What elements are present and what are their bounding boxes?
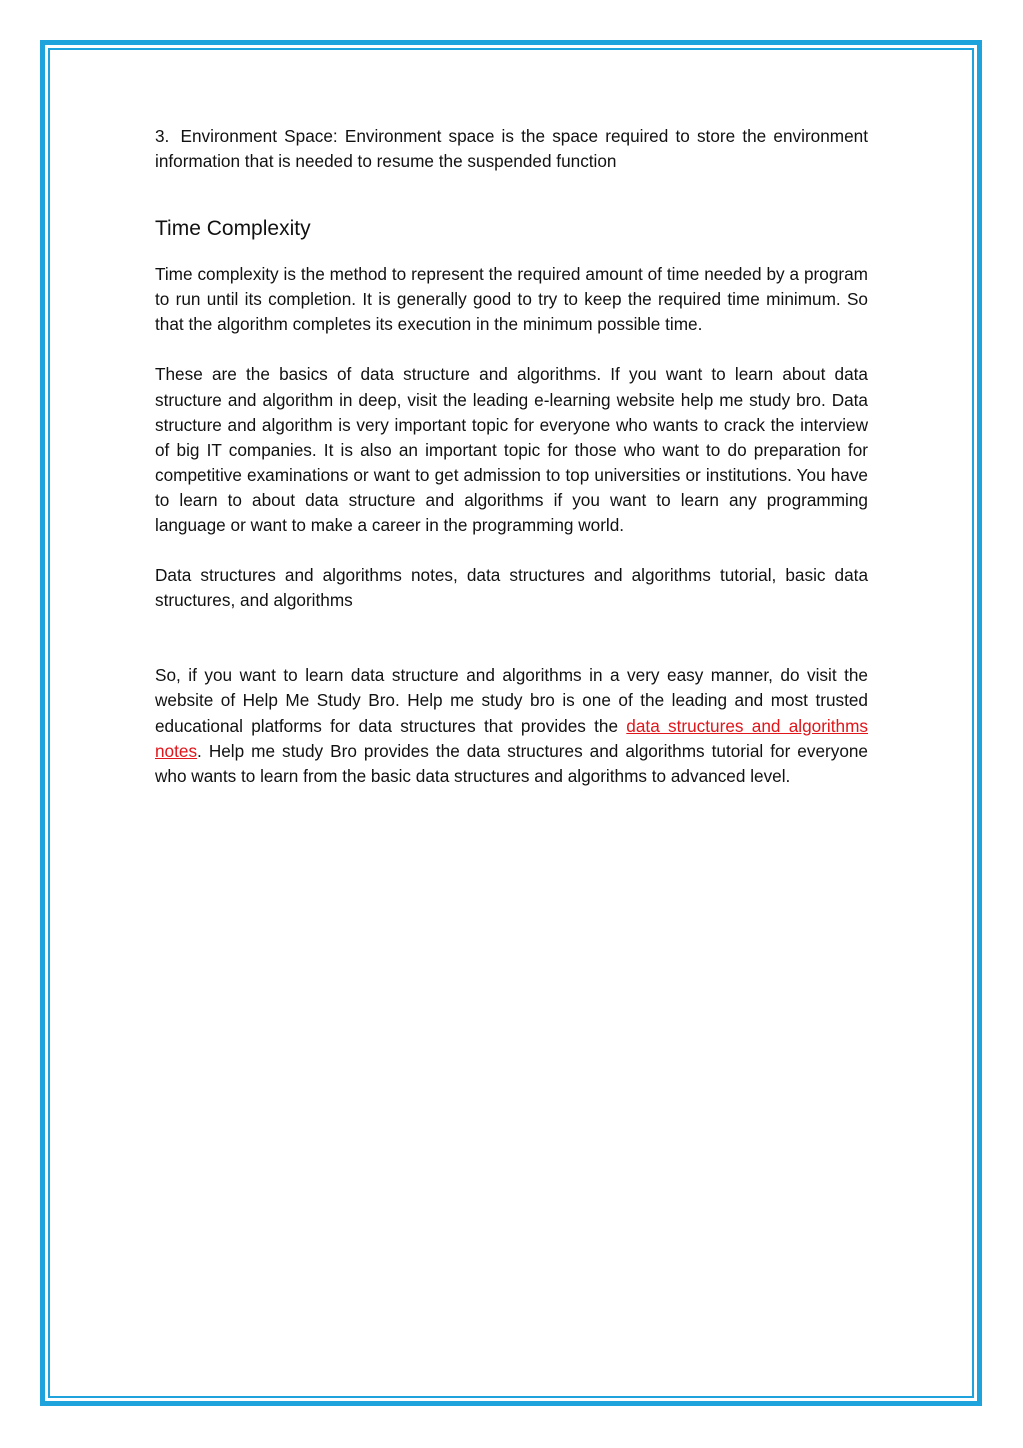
list-item-environment-space	[155, 124, 868, 174]
section-heading-time-complexity: Time Complexity	[155, 217, 311, 241]
paragraph-basics: These are the basics of data structure and algorithms. If you want to learn about data structure and algorithm in deep, visit the leading e-learning website help me study bro. Data structure and algorithm is very important topic for everyone who wants to crack the interview of big IT companies. It is also an important topic for those who want to do preparation for competitive examinations or want to get admission to top universities or institutions. You have to learn to about data structure and algorithms if you want to learn any programming language or want to make a career in the programming world.	[155, 364, 868, 536]
paragraph-text-after-link: . Help me study Bro provides the data structures and algorithms tutorial for everyone who wants to learn from the basic data structures and algorithms to advanced level.	[155, 740, 868, 786]
list-item-text: Environment Space: Environment space is the space required to store the environment information that is needed to resume the suspended function	[155, 126, 868, 172]
paragraph-text-before-link: So, if you want to learn data structure and algorithms in a very easy manner, do visit the website of Help Me Study Bro. Help me study bro is one of the leading and most trusted educational platforms for data structures that provides the	[155, 665, 868, 736]
document-body	[155, 124, 868, 789]
paragraph-help-me-study-bro	[155, 663, 868, 788]
list-item-number: 3.	[155, 126, 170, 146]
paragraph-notes-keywords: Data structures and algorithms notes, data structures and algorithms tutorial, basic data structures, and algorithms	[155, 565, 868, 611]
notes-link[interactable]: data structures and algorithms notes	[155, 715, 868, 761]
paragraph-time-complexity: Time complexity is the method to represent the required amount of time needed by a program to run until its completion. It is generally good to try to keep the required time minimum. So that the algorithm completes its execution in the minimum possible time.	[155, 264, 868, 335]
